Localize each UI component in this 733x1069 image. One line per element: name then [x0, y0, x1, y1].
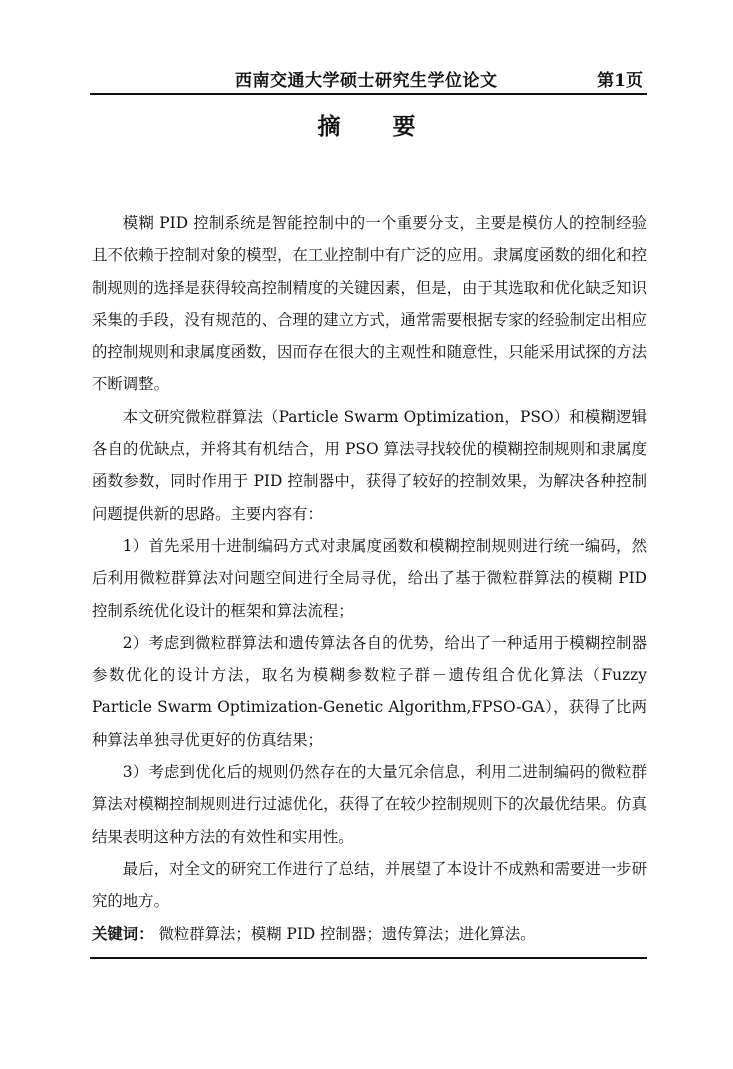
keywords-list: 微粒群算法；模糊 PID 控制器；遗传算法；进化算法。: [153, 924, 536, 943]
page-header: [90, 62, 645, 92]
abstract-paragraph-4: 2）考虑到微粒群算法和遗传算法各自的优势，给出了一种适用于模糊控制器参数优化的设计方法，取名为模糊参数粒子群－遗传组合优化算法（Fuzzy Particle Swarm Optimization-Genetic Algorithm,FPSO-GA），获得了比两种算法单独寻优更好的仿真结果；: [92, 633, 647, 749]
header-rule: [90, 93, 647, 95]
abstract-paragraph-3: 1）首先采用十进制编码方式对隶属度函数和模糊控制规则进行统一编码，然后利用微粒群算法对问题空间进行全局寻优，给出了基于微粒群算法的模糊 PID 控制系统优化设计的框架和算法流程；: [92, 536, 647, 620]
abstract-paragraph-6: 最后，对全文的研究工作进行了总结，并展望了本设计不成熟和需要进一步研究的地方。: [92, 859, 647, 911]
abstract-paragraph-1: 模糊 PID 控制系统是智能控制中的一个重要分支，主要是模仿人的控制经验且不依赖于控制对象的模型，在工业控制中有广泛的应用。隶属度函数的细化和控制规则的选择是获得较高控制精度的关键因素，但是，由于其选取和优化缺乏知识采集的手段，没有规范的、合理的建立方式，通常需要根据专家的经验制定出相应的控制规则和隶属度函数，因而存在很大的主观性和随意性，只能采用试探的方法不断调整。: [92, 214, 647, 394]
abstract-paragraph-2: 本文研究微粒群算法（Particle Swarm Optimization，PSO）和模糊逻辑各自的优缺点，并将其有机结合，用 PSO 算法寻找较优的模糊控制规则和隶属度函数参数，同时作用于 PID 控制器中，获得了较好的控制效果，为解决各种控制问题提供新的思路。主要内容有：: [92, 407, 647, 523]
keywords-label: 关键词：: [92, 924, 154, 943]
abstract-paragraph-5: 3）考虑到优化后的规则仍然存在的大量冗余信息，利用二进制编码的微粒群算法对模糊控制规则进行过滤优化，获得了在较少控制规则下的次最优结果。仿真结果表明这种方法的有效性和实用性。: [92, 763, 647, 846]
abstract-title: 摘 要: [317, 113, 438, 140]
page-number: 第1页: [597, 71, 643, 91]
footer-rule: [90, 957, 647, 959]
thesis-header-title: 西南交通大学硕士研究生学位论文: [235, 71, 498, 91]
keywords-line: [92, 918, 647, 950]
abstract-body: [92, 207, 647, 950]
